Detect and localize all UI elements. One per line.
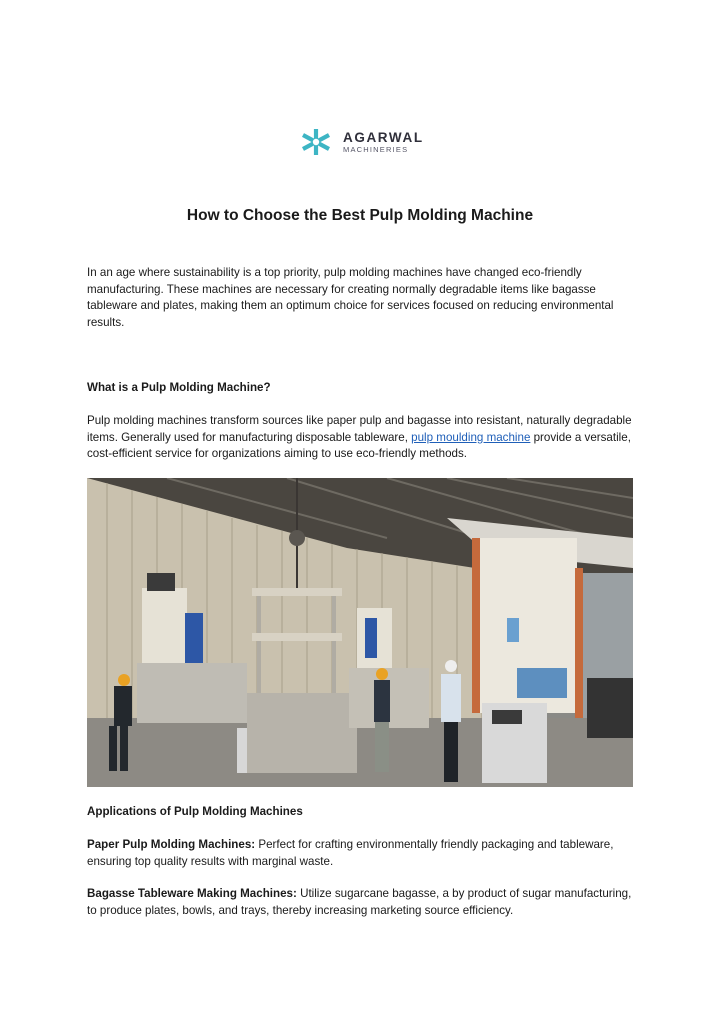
application-item-bagasse bbox=[87, 886, 632, 919]
what-is-text-after: provide a versatile, cost-efficient service for organizations aiming to use eco-friendly methods. bbox=[87, 430, 631, 460]
factory-photo bbox=[87, 478, 633, 787]
section-heading-what-is: What is a Pulp Molding Machine? bbox=[87, 381, 271, 394]
what-is-paragraph bbox=[87, 413, 632, 463]
application-item-label: Bagasse Tableware Making Machines: bbox=[87, 887, 297, 900]
intro-paragraph: In an age where sustainability is a top priority, pulp molding machines have changed eco-friendly manufacturing. These machines are necessary for creating normally degradable items like bagasse tableware and plates, making them an optimum choice for services focused on reducing environmental results. bbox=[87, 266, 614, 329]
application-item-text: Perfect for crafting environmentally friendly packaging and tableware, ensuring top quality results with marginal waste. bbox=[87, 838, 614, 868]
application-item-paper-pulp bbox=[87, 837, 632, 870]
logo-brand-sub: MACHINERIES bbox=[343, 145, 409, 154]
application-item-text: Utilize sugarcane bagasse, a by product of sugar manufacturing, to produce plates, bowls, and trays, thereby increasing marketing source efficiency. bbox=[87, 887, 632, 917]
page-title: How to Choose the Best Pulp Molding Machine bbox=[186, 207, 534, 224]
company-logo bbox=[297, 127, 424, 157]
application-item-label: Paper Pulp Molding Machines: bbox=[87, 838, 256, 851]
what-is-text-before: Pulp molding machines transform sources like paper pulp and bagasse into resistant, naturally degradable items. Generally used for manufacturing disposable tableware, bbox=[87, 414, 632, 444]
logo-star-icon bbox=[297, 127, 335, 157]
pulp-moulding-machine-link[interactable]: pulp moulding machine bbox=[411, 430, 531, 444]
logo-brand-main: AGARWAL bbox=[343, 129, 424, 145]
section-heading-applications: Applications of Pulp Molding Machines bbox=[87, 805, 303, 818]
